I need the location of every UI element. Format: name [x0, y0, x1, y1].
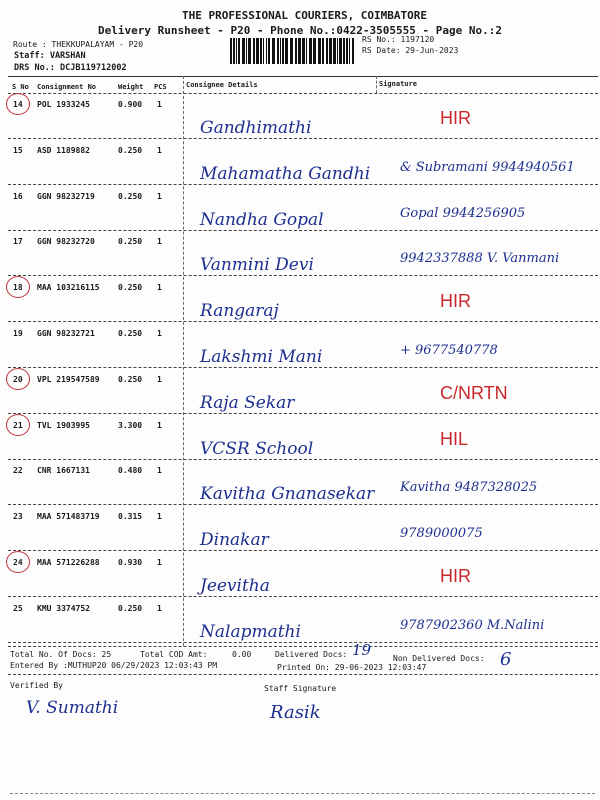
row-pcs: 1: [157, 100, 162, 109]
row-weight: 0.315: [118, 512, 143, 521]
row-pcs: 1: [157, 512, 162, 521]
row-consignment-no: TVL 1903995: [37, 421, 90, 430]
row-weight: 0.480: [118, 466, 143, 475]
total-cod-value: 0.00: [232, 650, 252, 659]
verified-by-label: Verified By: [10, 681, 63, 690]
row-pcs: 1: [157, 283, 162, 292]
row-consignment-no: CNR 1667131: [37, 466, 90, 475]
row-consignee-handwritten: Nalapmathi: [200, 622, 301, 642]
row-consignment-no: GGN 98232720: [37, 237, 95, 246]
delivered-docs-handwritten: 19: [352, 641, 372, 659]
row-sno: 15: [13, 146, 23, 155]
row-consignment-no: VPL 219547589: [37, 375, 100, 384]
delivered-docs-label: Delivered Docs:: [275, 650, 348, 659]
rs-number: RS No.: 1197120: [362, 35, 435, 44]
row-pcs: 1: [157, 604, 162, 613]
row-signature: & Subramani 9944940561: [400, 160, 575, 175]
row-signature: + 9677540778: [400, 343, 498, 358]
total-docs: Total No. Of Docs: 25: [10, 650, 112, 659]
row-pcs: 1: [157, 329, 162, 338]
staff-signature: Rasik: [270, 702, 321, 723]
row-divider: [8, 230, 598, 231]
barcode: [230, 38, 356, 64]
row-sno: 18: [13, 283, 23, 292]
row-sno: 23: [13, 512, 23, 521]
row-sno: 24: [13, 558, 23, 567]
row-divider: [8, 321, 598, 322]
row-pcs: 1: [157, 375, 162, 384]
row-signature: Kavitha 9487328025: [400, 480, 538, 495]
header-rule: [8, 93, 598, 94]
row-consignment-no: GGN 98232721: [37, 329, 95, 338]
row-divider: [8, 275, 598, 276]
staff-signature-label: Staff Signature: [264, 684, 337, 693]
row-weight: 0.250: [118, 604, 143, 613]
row-signature: HIL: [440, 429, 469, 449]
verified-by-signature: V. Sumathi: [26, 698, 119, 718]
row-consignee-handwritten: Gandhimathi: [200, 118, 312, 138]
row-weight: 0.250: [118, 237, 143, 246]
row-signature: Gopal 9944256905: [400, 206, 526, 221]
row-sno: 22: [13, 466, 23, 475]
row-weight: 3.300: [118, 421, 143, 430]
row-consignee-handwritten: Jeevitha: [200, 576, 270, 596]
col-signature: Signature: [379, 80, 417, 88]
row-sno: 25: [13, 604, 23, 613]
row-divider: [8, 367, 598, 368]
row-consignee-handwritten: Mahamatha Gandhi: [200, 164, 371, 184]
row-consignment-no: KMU 3374752: [37, 604, 90, 613]
runsheet-subtitle: Delivery Runsheet - P20 - Phone No.:0422-3505555 - Page No.:2: [98, 24, 502, 37]
row-divider: [8, 184, 598, 185]
row-sno: 20: [13, 375, 23, 384]
col-consignee: Consignee Details: [186, 81, 258, 89]
row-divider: [8, 459, 598, 460]
row-signature: HIR: [440, 566, 471, 586]
row-consignment-no: POL 1933245: [37, 100, 90, 109]
row-consignment-no: MAA 571226288: [37, 558, 100, 567]
row-pcs: 1: [157, 237, 162, 246]
row-pcs: 1: [157, 466, 162, 475]
col-weight: Weight: [118, 83, 144, 91]
consignee-column-divider: [183, 76, 184, 646]
row-divider: [8, 642, 598, 643]
row-consignee-handwritten: Rangaraj: [200, 301, 279, 321]
row-pcs: 1: [157, 192, 162, 201]
row-sno: 14: [13, 100, 23, 109]
rs-date: RS Date: 29-Jun-2023: [362, 46, 459, 55]
row-consignee-handwritten: Nandha Gopal: [200, 210, 324, 230]
row-signature: HIR: [440, 291, 471, 311]
row-consignment-no: GGN 98232719: [37, 192, 95, 201]
row-divider: [8, 138, 598, 139]
row-sno: 21: [13, 421, 23, 430]
row-consignment-no: MAA 571483719: [37, 512, 100, 521]
row-sno: 16: [13, 192, 23, 201]
row-consignee-handwritten: Raja Sekar: [200, 393, 295, 413]
row-weight: 0.250: [118, 329, 143, 338]
row-weight: 0.250: [118, 192, 143, 201]
staff-label: Staff: VARSHAN: [14, 51, 86, 61]
row-signature: 9787902360 M.Nalini: [400, 618, 545, 633]
bottom-rule: [10, 793, 595, 794]
row-sno: 19: [13, 329, 23, 338]
row-divider: [8, 504, 598, 505]
row-weight: 0.250: [118, 283, 143, 292]
row-consignee-handwritten: Kavitha Gnanasekar: [200, 484, 375, 504]
footer-rule: [8, 646, 598, 647]
row-consignee-handwritten: VCSR School: [200, 439, 314, 459]
col-consignment: Consignment No: [37, 83, 97, 91]
row-pcs: 1: [157, 421, 162, 430]
non-delivered-docs-label: Non Delivered Docs:: [393, 654, 485, 663]
col-sno: S No: [12, 83, 29, 91]
row-signature: 9942337888 V. Vanmani: [400, 251, 560, 266]
table-top-rule: [8, 76, 598, 77]
row-consignee-handwritten: Vanmini Devi: [200, 255, 314, 275]
row-consignee-handwritten: Lakshmi Mani: [200, 347, 323, 367]
row-signature: 9789000075: [400, 526, 483, 541]
row-consignment-no: ASD 1189882: [37, 146, 90, 155]
row-divider: [8, 550, 598, 551]
signature-column-divider: [376, 76, 377, 93]
row-signature: HIR: [440, 108, 471, 128]
row-signature: C/NRTN: [440, 383, 508, 403]
row-pcs: 1: [157, 558, 162, 567]
total-cod-label: Total COD Amt:: [140, 650, 208, 659]
company-title: THE PROFESSIONAL COURIERS, COIMBATORE: [182, 9, 428, 22]
drs-number: DRS No.: DCJB119712002: [14, 63, 127, 73]
row-weight: 0.930: [118, 558, 143, 567]
row-divider: [8, 413, 598, 414]
printed-on: Printed On: 29-06-2023 12:03:47: [277, 663, 427, 672]
row-consignee-handwritten: Dinakar: [200, 530, 269, 550]
row-consignment-no: MAA 103216115: [37, 283, 100, 292]
row-weight: 0.250: [118, 375, 143, 384]
row-weight: 0.250: [118, 146, 143, 155]
footer-bottom-rule: [8, 674, 598, 675]
row-sno: 17: [13, 237, 23, 246]
route-label: Route : THEKKUPALAYAM - P20: [13, 40, 144, 49]
row-pcs: 1: [157, 146, 162, 155]
row-weight: 0.900: [118, 100, 143, 109]
col-pcs: PCS: [154, 83, 167, 91]
entered-by: Entered By :MUTHUP20 06/29/2023 12:03:43 PM: [10, 661, 218, 670]
non-delivered-docs-handwritten: 6: [500, 649, 512, 670]
row-divider: [8, 596, 598, 597]
